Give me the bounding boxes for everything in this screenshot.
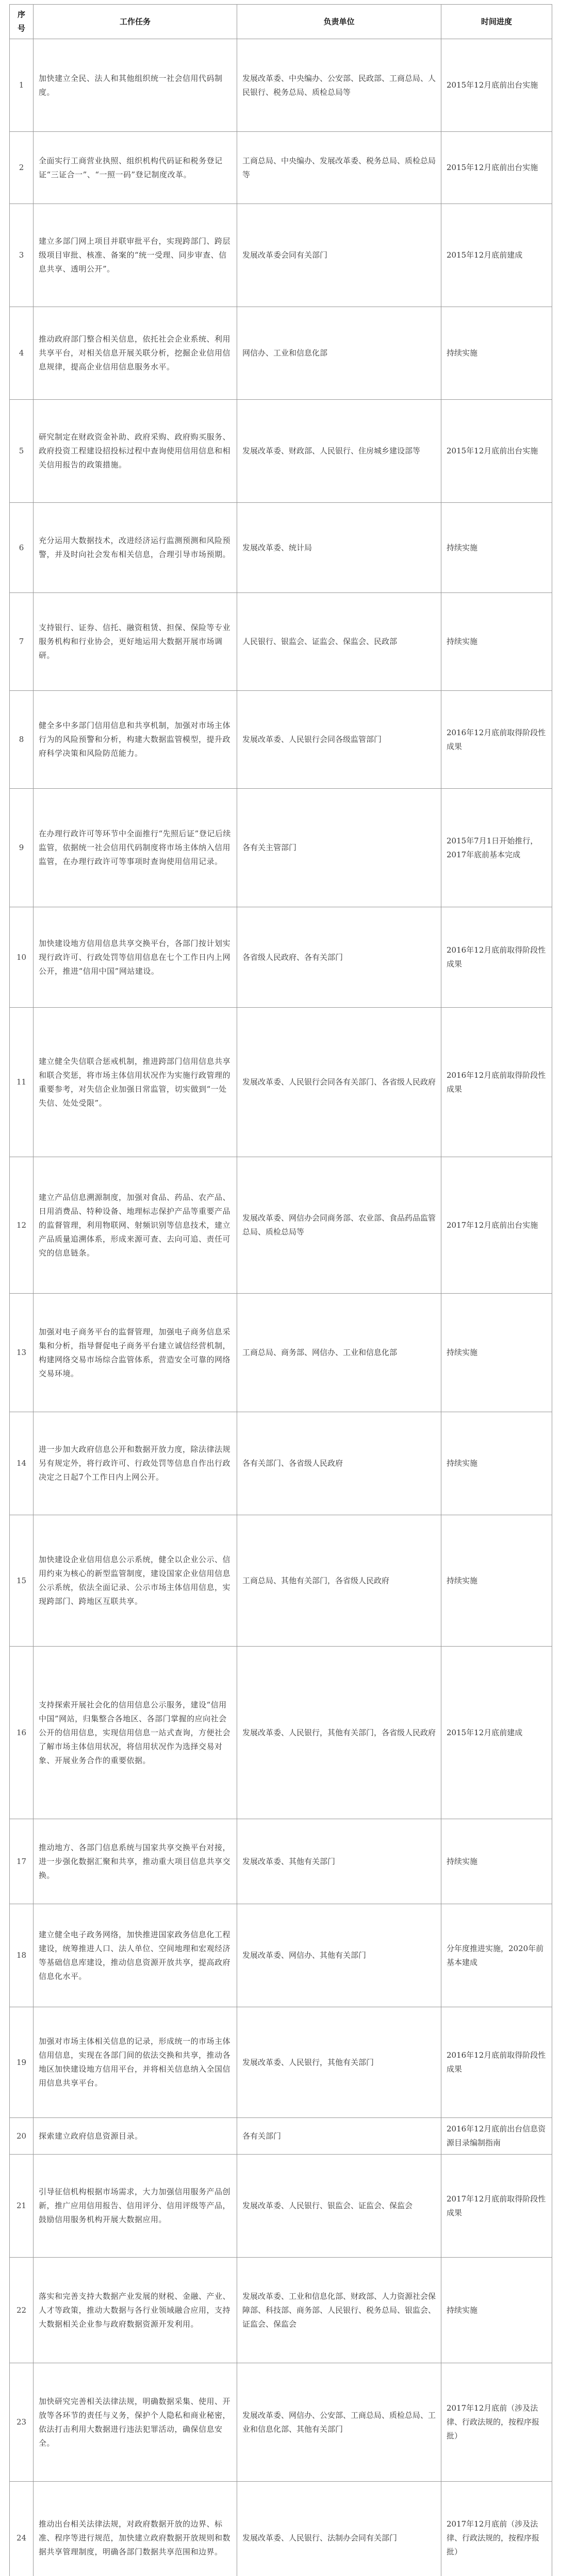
- cell-schedule: 持续实施: [441, 1819, 552, 1904]
- cell-schedule: 2017年12月底前出台实施: [441, 1157, 552, 1294]
- cell-task: 进一步加大政府信息公开和数据开放力度，除法律法规另有规定外，将行政许可、行政处罚等信息自作出行政决定之日起7个工作日内上网公开。: [34, 1412, 237, 1515]
- cell-number: 20: [10, 2118, 34, 2155]
- cell-task: 全面实行工商营业执照、组织机构代码证和税务登记证“三证合一”、“一照一码”登记制度改革。: [34, 132, 237, 204]
- cell-schedule: 2016年12月底前取得阶段性成果: [441, 907, 552, 1008]
- cell-schedule: 持续实施: [441, 2258, 552, 2363]
- cell-schedule: 2016年12月底前取得阶段性成果: [441, 1008, 552, 1157]
- header-row: [10, 5, 552, 39]
- cell-department: 发展改革委、其他有关部门: [237, 1819, 441, 1904]
- cell-number: 11: [10, 1008, 34, 1157]
- cell-department: 发展改革委、人民银行，其他有关部门: [237, 2007, 441, 2118]
- cell-schedule: 分年度推进实施，2020年前基本建成: [441, 1904, 552, 2007]
- cell-schedule: 2016年12月底前出台信息资源目录编制指南: [441, 2118, 552, 2155]
- cell-task: 推动政府部门整合相关信息，依托社会企业系统、利用共享平台，对相关信息开展关联分析，挖掘企业信用信息规律，提高企业信用信息服务水平。: [34, 307, 237, 400]
- cell-number: 18: [10, 1904, 34, 2007]
- cell-number: 2: [10, 132, 34, 204]
- cell-number: 9: [10, 789, 34, 907]
- table-row: [10, 2482, 552, 2576]
- cell-task: 推动出台相关法律法规，对政府数据开放的边界、标准、程序等进行规范，加快建立政府数据开放规则和数据共享管理制度，明确各部门数据共享范围和边界。: [34, 2482, 237, 2576]
- table-row: [10, 1008, 552, 1157]
- cell-department: 发展改革委、人民银行、法制办会同有关部门: [237, 2482, 441, 2576]
- cell-department: 发展改革委会同有关部门: [237, 204, 441, 307]
- table-row: [10, 2363, 552, 2482]
- cell-task: 建立健全电子政务网络，加快推进国家政务信息化工程建设，统筹推进人口、法人单位、空间地理和宏观经济等基础信息库建设，推动信息资源开放共享，提高政府信息化水平。: [34, 1904, 237, 2007]
- cell-task: 健全多中多部门信用信息和共享机制，加强对市场主体行为的风险预警和分析，构建大数据监管模型，提升政府科学决策和风险防范能力。: [34, 691, 237, 789]
- header-number: 序号: [10, 5, 34, 39]
- cell-task: 探索建立政府信息资源目录。: [34, 2118, 237, 2155]
- table-row: [10, 1515, 552, 1647]
- cell-schedule: 2017年12月底前取得阶段性成果: [441, 2155, 552, 2258]
- cell-number: 22: [10, 2258, 34, 2363]
- cell-schedule: 2016年12月底前取得阶段性成果: [441, 2007, 552, 2118]
- header-task: 工作任务: [34, 5, 237, 39]
- table-row: [10, 1412, 552, 1515]
- cell-task: 落实和完善支持大数据产业发展的财税、金融、产业、人才等政策，推动大数据与各行业领域融合应用，支持大数据相关企业参与政府数据资源开发利用。: [34, 2258, 237, 2363]
- cell-department: 发展改革委、人民银行会同各有关部门、各省级人民政府: [237, 1008, 441, 1157]
- cell-department: 发展改革委、网信办、公安部、工商总局、质检总局、工业和信息化部、其他有关部门: [237, 2363, 441, 2482]
- cell-number: 12: [10, 1157, 34, 1294]
- cell-department: 发展改革委、统计局: [237, 503, 441, 593]
- table-row: [10, 1819, 552, 1904]
- header-department: 负责单位: [237, 5, 441, 39]
- cell-number: 13: [10, 1294, 34, 1412]
- table-row: [10, 1647, 552, 1819]
- cell-schedule: 持续实施: [441, 1412, 552, 1515]
- cell-task: 加快建立全民、法人和其他组织统一社会信用代码制度。: [34, 39, 237, 132]
- cell-number: 7: [10, 593, 34, 691]
- cell-task: 建立多部门网上项目并联审批平台，实现跨部门、跨层级项目审批、核准、备案的“统一受理、同步审查、信息共享、透明公开”。: [34, 204, 237, 307]
- cell-task: 加快建设企业信用信息公示系统，健全以企业公示、信用约束为核心的新型监管制度，建设国家企业信用信息公示系统，依法全面记录、公示市场主体信用信息，实现跨部门、跨地区互联共享。: [34, 1515, 237, 1647]
- cell-department: 各省级人民政府、各有关部门: [237, 907, 441, 1008]
- cell-schedule: 2015年12月底前出台实施: [441, 39, 552, 132]
- cell-department: 发展改革委、人民银行、银监会、证监会、保监会: [237, 2155, 441, 2258]
- cell-schedule: 持续实施: [441, 307, 552, 400]
- cell-schedule: 2015年12月底前建成: [441, 204, 552, 307]
- cell-task: 建立产品信息溯源制度，加强对食品、药品、农产品、日用消费品、特种设备、地理标志保护产品等重要产品的监督管理，利用物联网、射频识别等信息技术，建立产品质量追溯体系，形成来源可查、去向可追、责任可究的信息链条。: [34, 1157, 237, 1294]
- cell-schedule: 2015年7月1日开始推行，2017年底前基本完成: [441, 789, 552, 907]
- cell-schedule: 2016年12月底前取得阶段性成果: [441, 691, 552, 789]
- cell-schedule: 持续实施: [441, 1294, 552, 1412]
- cell-task: 推动地方、各部门信息系统与国家共享交换平台对接，进一步强化数据汇聚和共享，推动重大项目信息共享交换。: [34, 1819, 237, 1904]
- cell-number: 23: [10, 2363, 34, 2482]
- cell-department: 工商总局、中央编办、发展改革委、税务总局、质检总局等: [237, 132, 441, 204]
- cell-department: 人民银行、银监会、证监会、保监会、民政部: [237, 593, 441, 691]
- table-row: [10, 593, 552, 691]
- cell-number: 24: [10, 2482, 34, 2576]
- cell-number: 15: [10, 1515, 34, 1647]
- table-row: [10, 907, 552, 1008]
- cell-department: 发展改革委、中央编办、公安部、民政部、工商总局、人民银行、税务总局、质检总局等: [237, 39, 441, 132]
- cell-department: 工商总局、商务部、网信办、工业和信息化部: [237, 1294, 441, 1412]
- cell-department: 网信办、工业和信息化部: [237, 307, 441, 400]
- cell-department: 各有关部门: [237, 2118, 441, 2155]
- cell-department: 发展改革委、工业和信息化部、财政部、人力资源社会保障部、科技部、商务部、人民银行、税务总局、银监会、证监会、保监会: [237, 2258, 441, 2363]
- cell-number: 17: [10, 1819, 34, 1904]
- table-row: [10, 2258, 552, 2363]
- cell-task: 建立健全失信联合惩戒机制，推进跨部门信用信息共享和联合奖惩，将市场主体信用状况作为实施行政管理的重要参考，对失信企业加强日常监管，切实做到“一处失信、处处受限”。: [34, 1008, 237, 1157]
- cell-department: 各有关主管部门: [237, 789, 441, 907]
- cell-schedule: 2017年12月底前（涉及法律、行政法规的，按程序报批）: [441, 2482, 552, 2576]
- document: [9, 4, 552, 2576]
- table-row: [10, 39, 552, 132]
- cell-department: 发展改革委、人民银行，其他有关部门，各省级人民政府: [237, 1647, 441, 1819]
- cell-schedule: 持续实施: [441, 503, 552, 593]
- cell-number: 1: [10, 39, 34, 132]
- cell-number: 8: [10, 691, 34, 789]
- cell-task: 研究制定在财政资金补助、政府采购、政府购买服务、政府投资工程建设招投标过程中查询使用信用信息和相关信用报告的政策措施。: [34, 400, 237, 503]
- cell-task: 加强对市场主体相关信息的记录，形成统一的市场主体信用信息，实现在各部门间的依法交换和共享，推动各地区加快建设地方信用平台，并将相关信息纳入全国信用信息共享平台。: [34, 2007, 237, 2118]
- task-table: [9, 4, 552, 2576]
- cell-department: 发展改革委、财政部、人民银行、住房城乡建设部等: [237, 400, 441, 503]
- table-row: [10, 1904, 552, 2007]
- cell-task: 支持银行、证券、信托、融资租赁、担保、保险等专业服务机构和行业协会，更好地运用大数据开展市场调研。: [34, 593, 237, 691]
- cell-task: 支持探索开展社会化的信用信息公示服务，建设“信用中国”网站，归集整合各地区、各部门掌握的应向社会公开的信用信息，实现信用信息一站式查询，方便社会了解市场主体信用状况，将信用状况作为选择交易对象、开展业务合作的重要依据。: [34, 1647, 237, 1819]
- cell-schedule: 持续实施: [441, 1515, 552, 1647]
- cell-department: 各有关部门、各省级人民政府: [237, 1412, 441, 1515]
- table-row: [10, 400, 552, 503]
- cell-department: 工商总局、其他有关部门，各省级人民政府: [237, 1515, 441, 1647]
- cell-number: 6: [10, 503, 34, 593]
- cell-department: 发展改革委、网信办、其他有关部门: [237, 1904, 441, 2007]
- table-row: [10, 2155, 552, 2258]
- header-schedule: 时间进度: [441, 5, 552, 39]
- cell-schedule: 2015年12月底前出台实施: [441, 132, 552, 204]
- cell-number: 5: [10, 400, 34, 503]
- cell-number: 4: [10, 307, 34, 400]
- cell-number: 21: [10, 2155, 34, 2258]
- table-row: [10, 1157, 552, 1294]
- cell-schedule: 2015年12月底前建成: [441, 1647, 552, 1819]
- table-row: [10, 132, 552, 204]
- cell-schedule: 2017年12月底前（涉及法律、行政法规的，按程序报批）: [441, 2363, 552, 2482]
- table-row: [10, 307, 552, 400]
- cell-number: 10: [10, 907, 34, 1008]
- cell-task: 加快研究完善相关法律法规，明确数据采集、使用、开放等各环节的责任与义务，保护个人隐私和商业秘密，依法打击利用大数据进行违法犯罪活动，确保信息安全。: [34, 2363, 237, 2482]
- cell-number: 19: [10, 2007, 34, 2118]
- table-row: [10, 1294, 552, 1412]
- cell-task: 充分运用大数据技术，改进经济运行监测预测和风险预警，并及时向社会发布相关信息，合理引导市场预期。: [34, 503, 237, 593]
- table-row: [10, 503, 552, 593]
- cell-schedule: 2015年12月底前出台实施: [441, 400, 552, 503]
- cell-department: 发展改革委、网信办会同商务部、农业部、食品药品监管总局、质检总局等: [237, 1157, 441, 1294]
- cell-number: 3: [10, 204, 34, 307]
- cell-department: 发展改革委、人民银行会同各级监管部门: [237, 691, 441, 789]
- table-body: [10, 39, 552, 2576]
- table-row: [10, 2118, 552, 2155]
- table-row: [10, 2007, 552, 2118]
- cell-task: 加强对电子商务平台的监督管理，加强电子商务信息采集和分析，指导督促电子商务平台建立诚信经营机制，构建网络交易市场综合监管体系，营造安全可靠的网络交易环境。: [34, 1294, 237, 1412]
- cell-number: 16: [10, 1647, 34, 1819]
- cell-number: 14: [10, 1412, 34, 1515]
- cell-task: 在办理行政许可等环节中全面推行“先照后证”登记后续监管，依据统一社会信用代码制度将市场主体纳入信用监管，在办理行政许可等事项时查询使用信用记录。: [34, 789, 237, 907]
- table-row: [10, 204, 552, 307]
- cell-task: 加快建设地方信用信息共享交换平台，各部门按计划实现行政许可、行政处罚等信用信息在七个工作日内上网公开，推进“信用中国”网站建设。: [34, 907, 237, 1008]
- cell-task: 引导征信机构根据市场需求，大力加强信用服务产品创新，推广应用信用报告、信用评分、信用评级等产品，鼓励信用服务机构开展大数据应用。: [34, 2155, 237, 2258]
- table-row: [10, 789, 552, 907]
- table-row: [10, 691, 552, 789]
- cell-schedule: 持续实施: [441, 593, 552, 691]
